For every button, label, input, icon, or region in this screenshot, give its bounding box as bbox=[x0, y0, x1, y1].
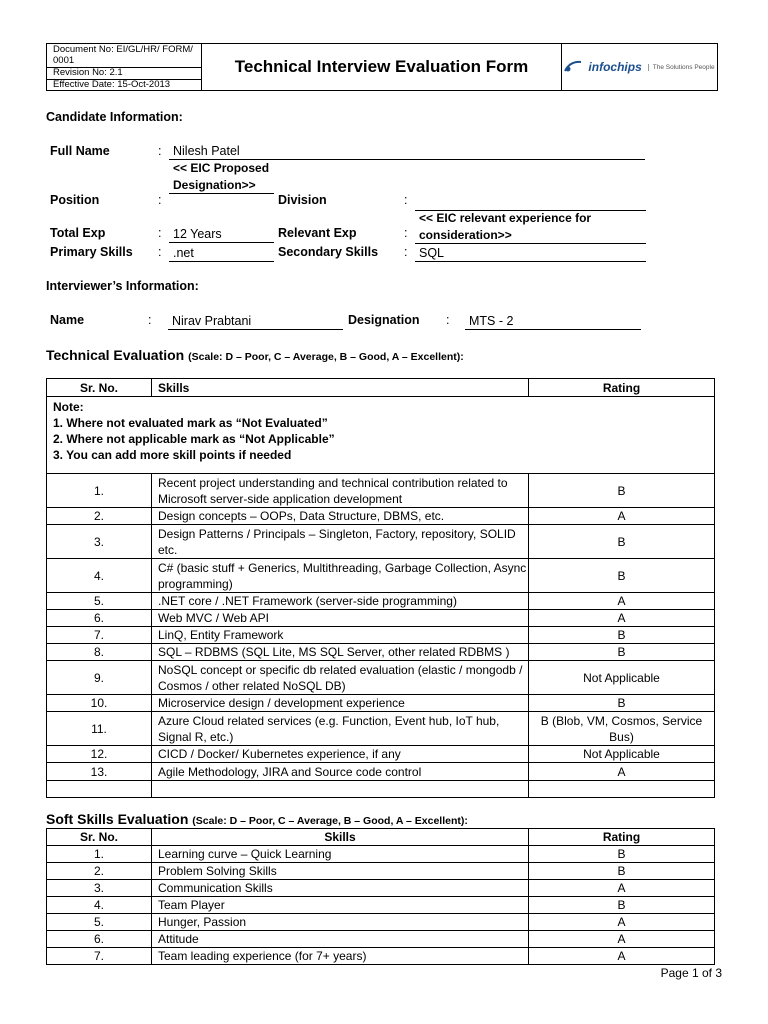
row-sr-no: 11. bbox=[47, 712, 152, 746]
table-row bbox=[47, 644, 715, 661]
table-row bbox=[47, 880, 715, 897]
soft-skills-evaluation-title bbox=[46, 811, 468, 827]
logo-mark-icon bbox=[564, 59, 582, 76]
row-skill: NoSQL concept or specific db related evaluation (elastic / mongodb / Cosmos / other related NoSQL DB) bbox=[152, 661, 529, 695]
row-rating[interactable]: B bbox=[529, 525, 715, 559]
designation-label: Designation bbox=[348, 313, 420, 327]
full-name-label: Full Name bbox=[50, 144, 110, 158]
header-skills: Skills bbox=[152, 829, 529, 846]
row-rating[interactable]: B bbox=[529, 897, 715, 914]
secondary-skills-field[interactable]: SQL bbox=[415, 245, 646, 262]
row-sr-no: 2. bbox=[47, 508, 152, 525]
technical-title-text: Technical Evaluation bbox=[46, 347, 185, 363]
table-row bbox=[47, 525, 715, 559]
interviewer-name-field[interactable]: Nirav Prabtani bbox=[168, 313, 343, 330]
row-sr-no: 4. bbox=[47, 897, 152, 914]
row-skill: Team Player bbox=[152, 897, 529, 914]
row-sr-no: 12. bbox=[47, 746, 152, 763]
primary-skills-label: Primary Skills bbox=[50, 245, 133, 259]
row-sr-no: 6. bbox=[47, 931, 152, 948]
table-row bbox=[47, 593, 715, 610]
note-line: 3. You can add more skill points if needed bbox=[53, 448, 292, 462]
row-skill: Microservice design / development experience bbox=[152, 695, 529, 712]
row-skill: Communication Skills bbox=[152, 880, 529, 897]
table-row bbox=[47, 610, 715, 627]
colon: : bbox=[158, 144, 162, 158]
row-skill: Agile Methodology, JIRA and Source code control bbox=[152, 763, 529, 781]
row-skill: SQL – RDBMS (SQL Lite, MS SQL Server, other related RDBMS ) bbox=[152, 644, 529, 661]
row-skill: LinQ, Entity Framework bbox=[152, 627, 529, 644]
table-row bbox=[47, 508, 715, 525]
table-row bbox=[47, 746, 715, 763]
row-rating[interactable]: A bbox=[529, 593, 715, 610]
soft-title-text: Soft Skills Evaluation bbox=[46, 811, 189, 827]
row-rating[interactable]: B bbox=[529, 627, 715, 644]
page-number: Page 1 of 3 bbox=[660, 966, 722, 980]
table-row bbox=[47, 559, 715, 593]
total-exp-label: Total Exp bbox=[50, 226, 106, 240]
table-row bbox=[47, 763, 715, 781]
note-line: 2. Where not applicable mark as “Not Applicable” bbox=[53, 432, 335, 446]
row-rating[interactable]: A bbox=[529, 948, 715, 965]
position-label: Position bbox=[50, 193, 100, 207]
relevant-exp-label: Relevant Exp bbox=[278, 226, 357, 240]
full-name-field[interactable]: Nilesh Patel bbox=[169, 143, 645, 160]
empty-row bbox=[47, 781, 715, 798]
primary-skills-field[interactable]: .net bbox=[169, 245, 274, 262]
table-row bbox=[47, 661, 715, 695]
colon: : bbox=[446, 313, 450, 327]
effective-date: Effective Date: 15-Oct-2013 bbox=[53, 78, 171, 90]
row-rating[interactable]: Not Applicable bbox=[529, 746, 715, 763]
interviewer-section-title: Interviewer’s Information: bbox=[46, 279, 199, 293]
table-row bbox=[47, 627, 715, 644]
row-skill: Design concepts – OOPs, Data Structure, DBMS, etc. bbox=[152, 508, 529, 525]
row-rating[interactable]: A bbox=[529, 880, 715, 897]
colon: : bbox=[404, 226, 408, 240]
row-rating[interactable]: Not Applicable bbox=[529, 661, 715, 695]
row-rating[interactable]: A bbox=[529, 763, 715, 781]
soft-skills-table bbox=[46, 828, 715, 965]
technical-evaluation-table bbox=[46, 378, 715, 798]
row-rating[interactable]: B bbox=[529, 559, 715, 593]
designation-field[interactable]: MTS - 2 bbox=[465, 313, 641, 330]
row-sr-no: 5. bbox=[47, 593, 152, 610]
row-rating[interactable]: B bbox=[529, 846, 715, 863]
position-field[interactable]: << EIC Proposed Designation>> bbox=[169, 160, 274, 194]
row-sr-no: 3. bbox=[47, 880, 152, 897]
document-number: Document No: EI/GL/HR/ FORM/ 0001 bbox=[47, 44, 201, 68]
row-sr-no: 2. bbox=[47, 863, 152, 880]
row-rating[interactable]: A bbox=[529, 508, 715, 525]
header-sr-no: Sr. No. bbox=[47, 379, 152, 397]
relevant-exp-field[interactable]: << EIC relevant experience for consideration>> bbox=[415, 210, 646, 244]
logo-text: infochips bbox=[588, 60, 642, 74]
logo-tagline: The Solutions People bbox=[648, 64, 715, 71]
division-label: Division bbox=[278, 193, 327, 207]
colon: : bbox=[404, 245, 408, 259]
table-row bbox=[47, 712, 715, 746]
row-skill: C# (basic stuff + Generics, Multithreading, Garbage Collection, Async programming) bbox=[152, 559, 529, 593]
row-rating[interactable]: A bbox=[529, 610, 715, 627]
row-rating[interactable]: B bbox=[529, 863, 715, 880]
form-title: Technical Interview Evaluation Form bbox=[202, 44, 562, 90]
row-skill: .NET core / .NET Framework (server-side programming) bbox=[152, 593, 529, 610]
table-row bbox=[47, 948, 715, 965]
table-row bbox=[47, 931, 715, 948]
form-header bbox=[46, 43, 718, 91]
soft-scale: (Scale: D – Poor, C – Average, B – Good, A – Excellent): bbox=[192, 815, 468, 827]
row-sr-no: 9. bbox=[47, 661, 152, 695]
candidate-section-title: Candidate Information: bbox=[46, 110, 183, 124]
table-row bbox=[47, 863, 715, 880]
empty-cell[interactable] bbox=[529, 781, 715, 798]
revision-number: Revision No: 2.1 bbox=[47, 68, 201, 80]
row-rating[interactable]: B bbox=[529, 474, 715, 508]
row-skill: Problem Solving Skills bbox=[152, 863, 529, 880]
document-meta bbox=[47, 44, 202, 90]
company-logo bbox=[562, 44, 717, 90]
row-sr-no: 13. bbox=[47, 763, 152, 781]
header-rating: Rating bbox=[529, 379, 715, 397]
colon: : bbox=[158, 226, 162, 240]
note-line: 1. Where not evaluated mark as “Not Evaluated” bbox=[53, 416, 328, 430]
row-skill: Recent project understanding and technical contribution related to Microsoft server-side application development bbox=[152, 474, 529, 508]
row-sr-no: 7. bbox=[47, 948, 152, 965]
row-sr-no: 7. bbox=[47, 627, 152, 644]
row-rating[interactable]: B bbox=[529, 695, 715, 712]
secondary-skills-label: Secondary Skills bbox=[278, 245, 379, 259]
colon: : bbox=[158, 193, 162, 207]
interviewer-name-label: Name bbox=[50, 313, 85, 327]
row-skill: Attitude bbox=[152, 931, 529, 948]
row-sr-no: 5. bbox=[47, 914, 152, 931]
header-rating: Rating bbox=[529, 829, 715, 846]
note-row bbox=[47, 397, 715, 474]
colon: : bbox=[148, 313, 152, 327]
row-sr-no: 3. bbox=[47, 525, 152, 559]
row-skill: CICD / Docker/ Kubernetes experience, if any bbox=[152, 746, 529, 763]
row-sr-no: 1. bbox=[47, 474, 152, 508]
row-rating[interactable]: A bbox=[529, 931, 715, 948]
empty-cell[interactable] bbox=[47, 781, 152, 798]
row-skill: Azure Cloud related services (e.g. Function, Event hub, IoT hub, Signal R, etc.) bbox=[152, 712, 529, 746]
row-sr-no: 10. bbox=[47, 695, 152, 712]
row-rating[interactable]: B bbox=[529, 644, 715, 661]
table-row bbox=[47, 914, 715, 931]
technical-scale: (Scale: D – Poor, C – Average, B – Good, A – Excellent): bbox=[188, 351, 464, 363]
row-sr-no: 8. bbox=[47, 644, 152, 661]
header-sr-no: Sr. No. bbox=[47, 829, 152, 846]
division-field[interactable] bbox=[415, 194, 646, 211]
total-exp-field[interactable]: 12 Years bbox=[169, 226, 274, 243]
row-skill: Hunger, Passion bbox=[152, 914, 529, 931]
row-sr-no: 6. bbox=[47, 610, 152, 627]
empty-cell[interactable] bbox=[152, 781, 529, 798]
row-rating[interactable]: A bbox=[529, 914, 715, 931]
table-row bbox=[47, 474, 715, 508]
header-skills: Skills bbox=[152, 379, 529, 397]
table-row bbox=[47, 695, 715, 712]
technical-evaluation-title bbox=[46, 347, 464, 363]
note-title: Note: bbox=[53, 400, 84, 414]
table-row bbox=[47, 846, 715, 863]
row-skill: Learning curve – Quick Learning bbox=[152, 846, 529, 863]
row-rating[interactable]: B (Blob, VM, Cosmos, Service Bus) bbox=[529, 712, 715, 746]
colon: : bbox=[158, 245, 162, 259]
table-row bbox=[47, 897, 715, 914]
row-sr-no: 1. bbox=[47, 846, 152, 863]
colon: : bbox=[404, 193, 408, 207]
table-header-row bbox=[47, 829, 715, 846]
row-sr-no: 4. bbox=[47, 559, 152, 593]
row-skill: Design Patterns / Principals – Singleton, Factory, repository, SOLID etc. bbox=[152, 525, 529, 559]
table-header-row bbox=[47, 379, 715, 397]
row-skill: Web MVC / Web API bbox=[152, 610, 529, 627]
row-skill: Team leading experience (for 7+ years) bbox=[152, 948, 529, 965]
note-cell bbox=[47, 397, 715, 474]
